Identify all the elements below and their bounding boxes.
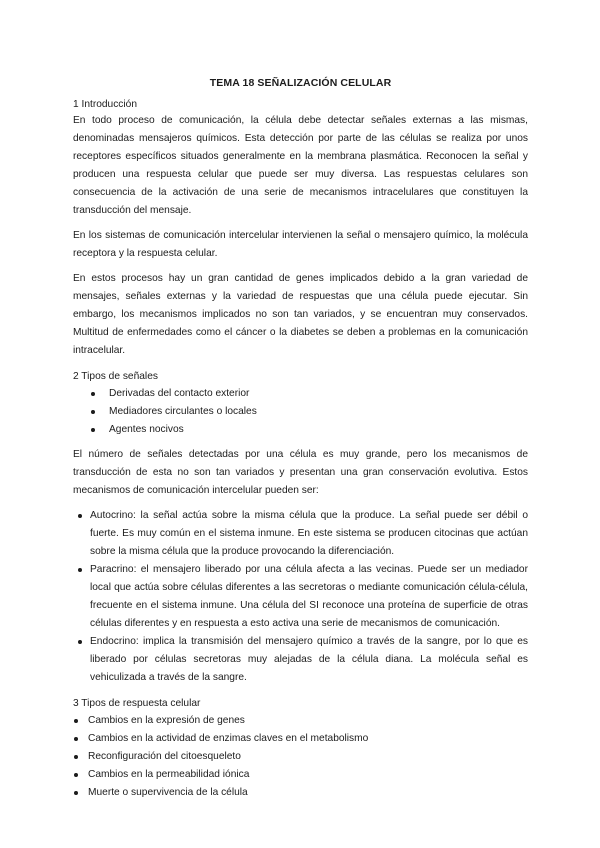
mechanisms-list xyxy=(73,507,528,687)
list-item: Cambios en la actividad de enzimas claves en el metabolismo xyxy=(73,730,528,748)
intro-paragraph-2: En los sistemas de comunicación intercelular intervienen la señal o mensajero químico, la molécula receptora y la respuesta celular. xyxy=(73,230,528,259)
responses-section xyxy=(73,696,528,802)
signals-heading: 2 Tipos de señales xyxy=(73,371,158,382)
responses-heading: 3 Tipos de respuesta celular xyxy=(73,698,201,709)
signal-types-list xyxy=(73,385,528,439)
mechanism-endocrine: Endocrino: implica la transmisión del mensajero químico a través de la sangre, por lo que es liberado por células secretoras muy alejadas de la célula diana. La molécula señal es vehiculizada a través de la sangre. xyxy=(73,633,528,687)
list-item: Cambios en la expresión de genes xyxy=(73,712,528,730)
intro-heading: 1 Introducción xyxy=(73,99,137,110)
list-item: Cambios en la permeabilidad iónica xyxy=(73,766,528,784)
list-item: Mediadores circulantes o locales xyxy=(73,403,528,421)
mechanism-paracrine: Paracrino: el mensajero liberado por una célula afecta a las vecinas. Puede ser un mediador local que actúa sobre células diferentes a las secretoras o mediante comunicación célula-célula, frecuente en el sistema inmune. Una célula del SI reconoce una proteína de superficie de otras células diferentes y en respuesta a esto activa una serie de mecanismos de comunicación. xyxy=(73,561,528,633)
list-item: Muerte o supervivencia de la célula xyxy=(73,784,528,802)
list-item: Agentes nocivos xyxy=(73,421,528,439)
signals-paragraph: El número de señales detectadas por una célula es muy grande, pero los mecanismos de transducción de esta no son tan variados y presentan una gran conservación evolutiva. Estos mecanismos de comunicación intercelular pueden ser: xyxy=(73,449,528,496)
mechanism-autocrine: Autocrino: la señal actúa sobre la misma célula que la produce. La señal puede ser débil o fuerte. Es muy común en el sistema inmune. En este sistema se producen citocinas que actúan sobre la misma célula que la produce provocando la diferenciación. xyxy=(73,507,528,561)
response-types-list xyxy=(73,712,528,802)
page-title: TEMA 18 SEÑALIZACIÓN CELULAR xyxy=(209,77,392,89)
list-item: Reconfiguración del citoesqueleto xyxy=(73,748,528,766)
signals-section xyxy=(73,369,528,687)
intro-paragraph-3: En estos procesos hay un gran cantidad de genes implicados debido a la gran variedad de mensajes, señales externas y la variedad de respuestas que una célula puede ejecutar. Sin embargo, los mecanismos implicados no son tan variados, y se encuentran muy conservados. Multitud de enfermedades como el cáncer o la diabetes se deben a problemas en la comunicación intracelular. xyxy=(73,273,528,356)
intro-paragraph-1: En todo proceso de comunicación, la célula debe detectar señales externas a las mismas, denominadas mensajeros químicos. Esta detección por parte de las células se realiza por unos receptores específicos situados generalmente en la membrana plasmática. Reconocen la señal y producen una respuesta celular que puede ser muy diversa. Las respuestas celulares son consecuencia de la activación de una serie de mecanismos intracelulares que constituyen la transducción del mensaje. xyxy=(73,115,528,216)
list-item: Derivadas del contacto exterior xyxy=(73,385,528,403)
